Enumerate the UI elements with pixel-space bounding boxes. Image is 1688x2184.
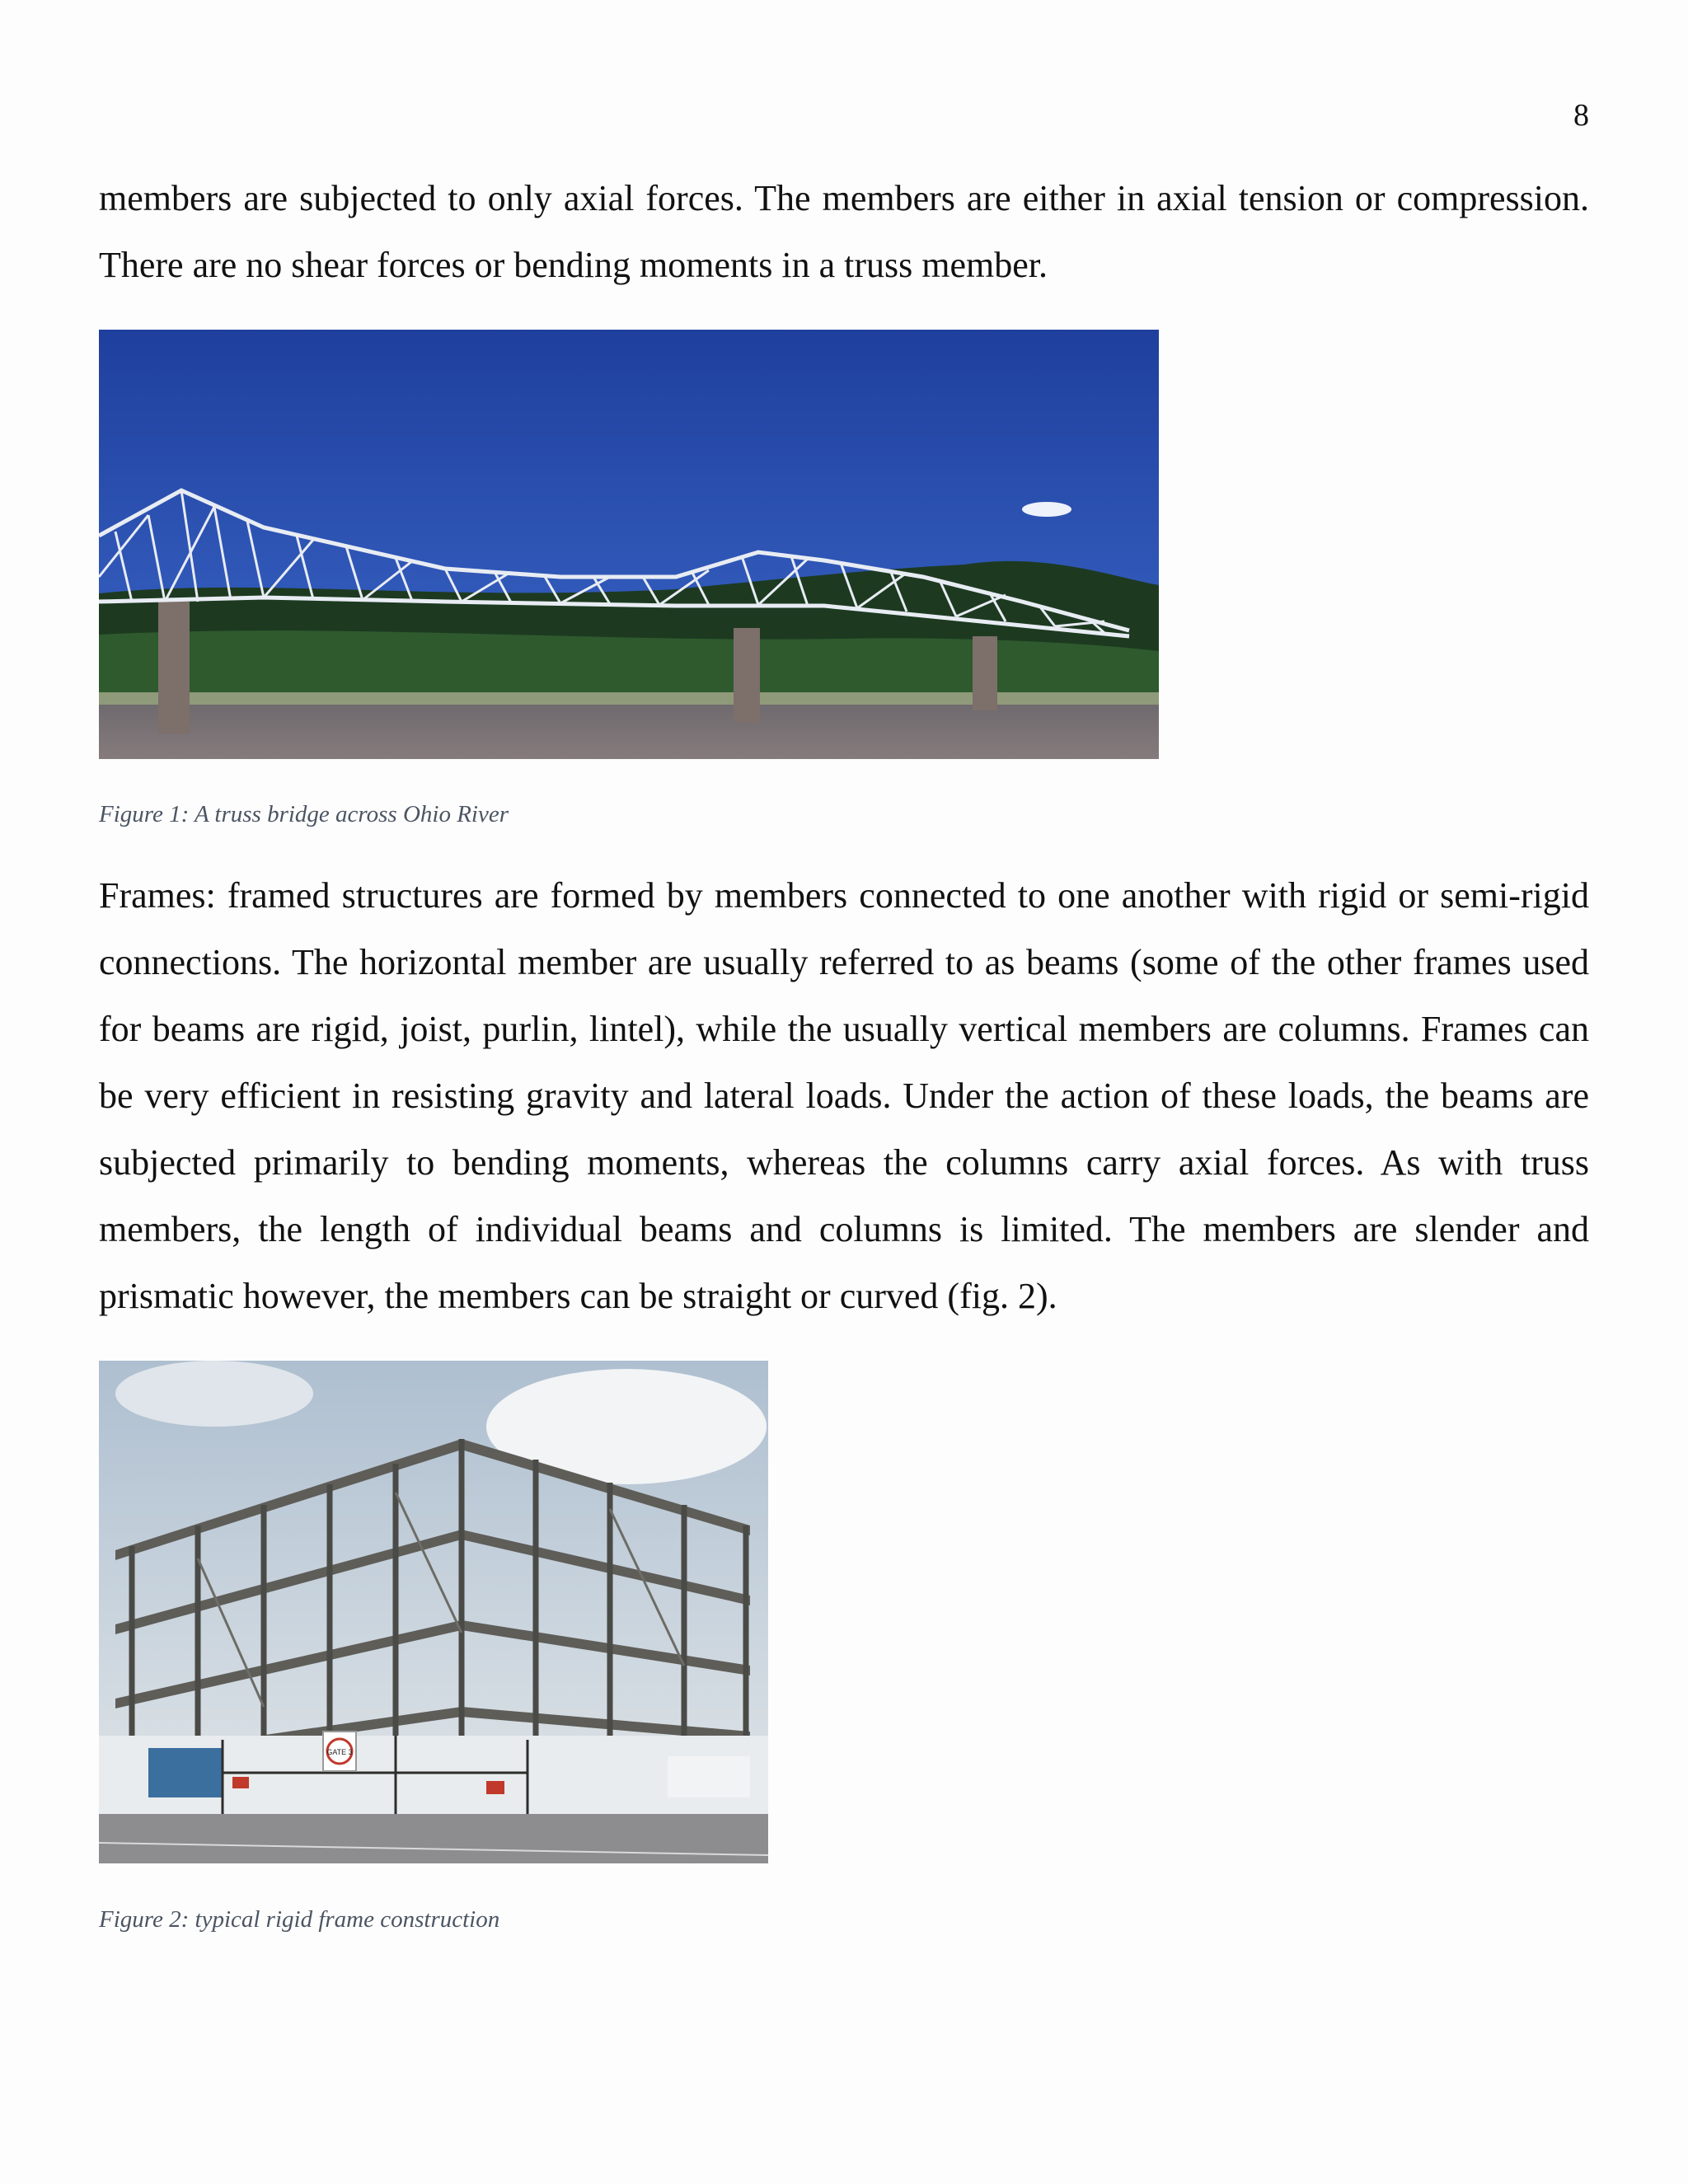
- figure-2-caption: Figure 2: typical rigid frame construction: [99, 1906, 500, 1933]
- figure-2-frame-construction-image: [99, 1361, 768, 1863]
- page-number: 8: [1573, 98, 1589, 133]
- paragraph-truss-intro: members are subjected to only axial forces. The members are either in axial tension or compression. There are no shear forces or bending moments in a truss member.: [99, 178, 1589, 285]
- gate-sign-text: GATE 3: [326, 1748, 353, 1756]
- paragraph-frames: Frames: framed structures are formed by members connected to one another with rigid or semi-rigid connections. The horizontal member are usually referred to as beams (some of the other frames used for beams are rigid, joist, purlin, lintel), while the usually vertical members are columns. Frames can be very efficient in resisting gravity and lateral loads. Under the action of these loads, the beams are subjected primarily to bending moments, whereas the columns carry axial forces. As with truss members, the length of individual beams and columns is limited. The members are slender and prismatic however, the members can be straight or curved (fig. 2).: [99, 875, 1589, 1316]
- figure-1-truss-bridge-image: [99, 330, 1159, 759]
- truss-bridge-illustration: [99, 330, 1159, 759]
- steel-frame-building-illustration: [99, 1361, 768, 1863]
- figure-1-caption: Figure 1: A truss bridge across Ohio River: [99, 801, 509, 827]
